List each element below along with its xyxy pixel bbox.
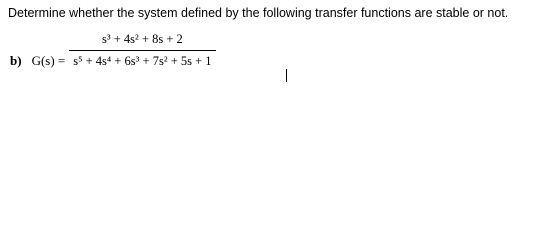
function-lhs: G(s) = xyxy=(31,52,66,68)
numerator: s³ + 4s² + 8s + 2 xyxy=(102,32,183,46)
text-cursor xyxy=(286,69,287,82)
fraction xyxy=(69,32,215,69)
part-label: b) xyxy=(10,52,22,68)
denominator: s⁵ + 4s⁴ + 6s³ + 7s² + 5s + 1 xyxy=(69,50,215,69)
transfer-function-b xyxy=(10,32,216,69)
question-text: Determine whether the system defined by the following transfer functions are stable or not. xyxy=(8,6,509,20)
